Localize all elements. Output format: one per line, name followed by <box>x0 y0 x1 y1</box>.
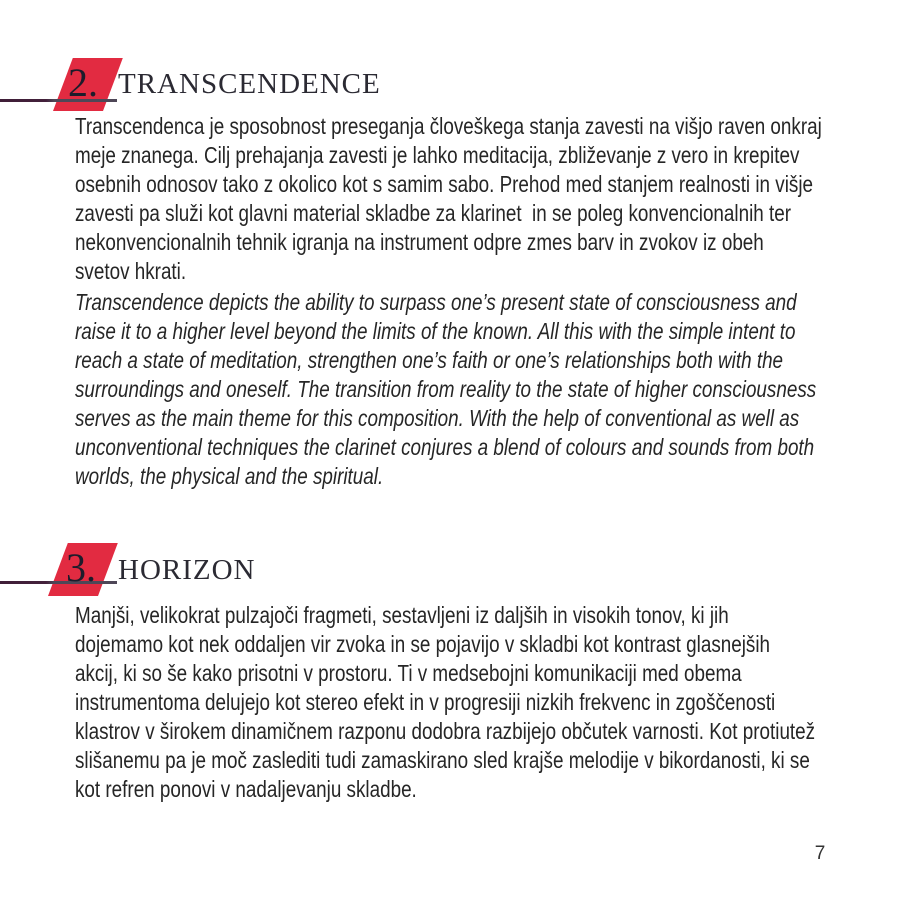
section-number: 2. <box>68 60 98 105</box>
section-number: 3. <box>66 545 96 590</box>
paragraph-slovenian: Manjši, velikokrat pulzajoči fragmeti, sestavljeni iz daljših in visokih tonov, ki jih dojemamo kot nek oddaljen vir zvoka in se pojavijo v skladbi kot kontrast glasnejših akcij, ki so še kako prisotni v prostoru. Ti v medsebojni komunikaciji med obema instrumentoma delujejo kot stereo efekt in v progresiji nizkih frekvenc in zgoščenosti klastrov v širokem dinamičnem razponu dodobra razbijejo občutek varnosti. Kot protiutež slišanemu pa je moč zaslediti tudi zamaskirano sled krajše melodije v bikordanosti, ki se kot refren ponovi v nadaljevanju skladbe. <box>75 602 816 802</box>
section-rule <box>0 581 117 584</box>
section-title: HORIZON <box>118 554 256 586</box>
page-number: 7 <box>814 843 826 864</box>
section-title: TRANSCENDENCE <box>118 68 381 100</box>
paragraph-slovenian: Transcendenca je sposobnost preseganja človeškega stanja zavesti na višjo raven onkraj meje znanega. Cilj prehajanja zavesti je lahko meditacija, zbliževanje z vero in krepitev osebnih odnosov tako z okolico kot s samim sabo. Prehod med stanjem realnosti in višje zavesti pa služi kot glavni material skladbe za klarinet in se poleg konvencionalnih ter nekonvencionalnih tehnik igranja na instrument odpre zmes barv in zvokov iz obeh svetov hkrati. <box>75 113 822 284</box>
paragraph-english-italic: Transcendence depicts the ability to surpass one’s present state of consciousness and raise it to a higher level beyond the limits of the known. All this with the simple intent to reach a state of meditation, strengthen one’s faith or one’s relationships both with the surroundings and oneself. The transition from reality to the state of higher consciousness serves as the main theme for this composition. With the help of conventional as well as unconventional techniques the clarinet conjures a blend of colours and sounds from both worlds, the physical and the spiritual. <box>75 289 817 489</box>
section-rule <box>0 99 117 102</box>
